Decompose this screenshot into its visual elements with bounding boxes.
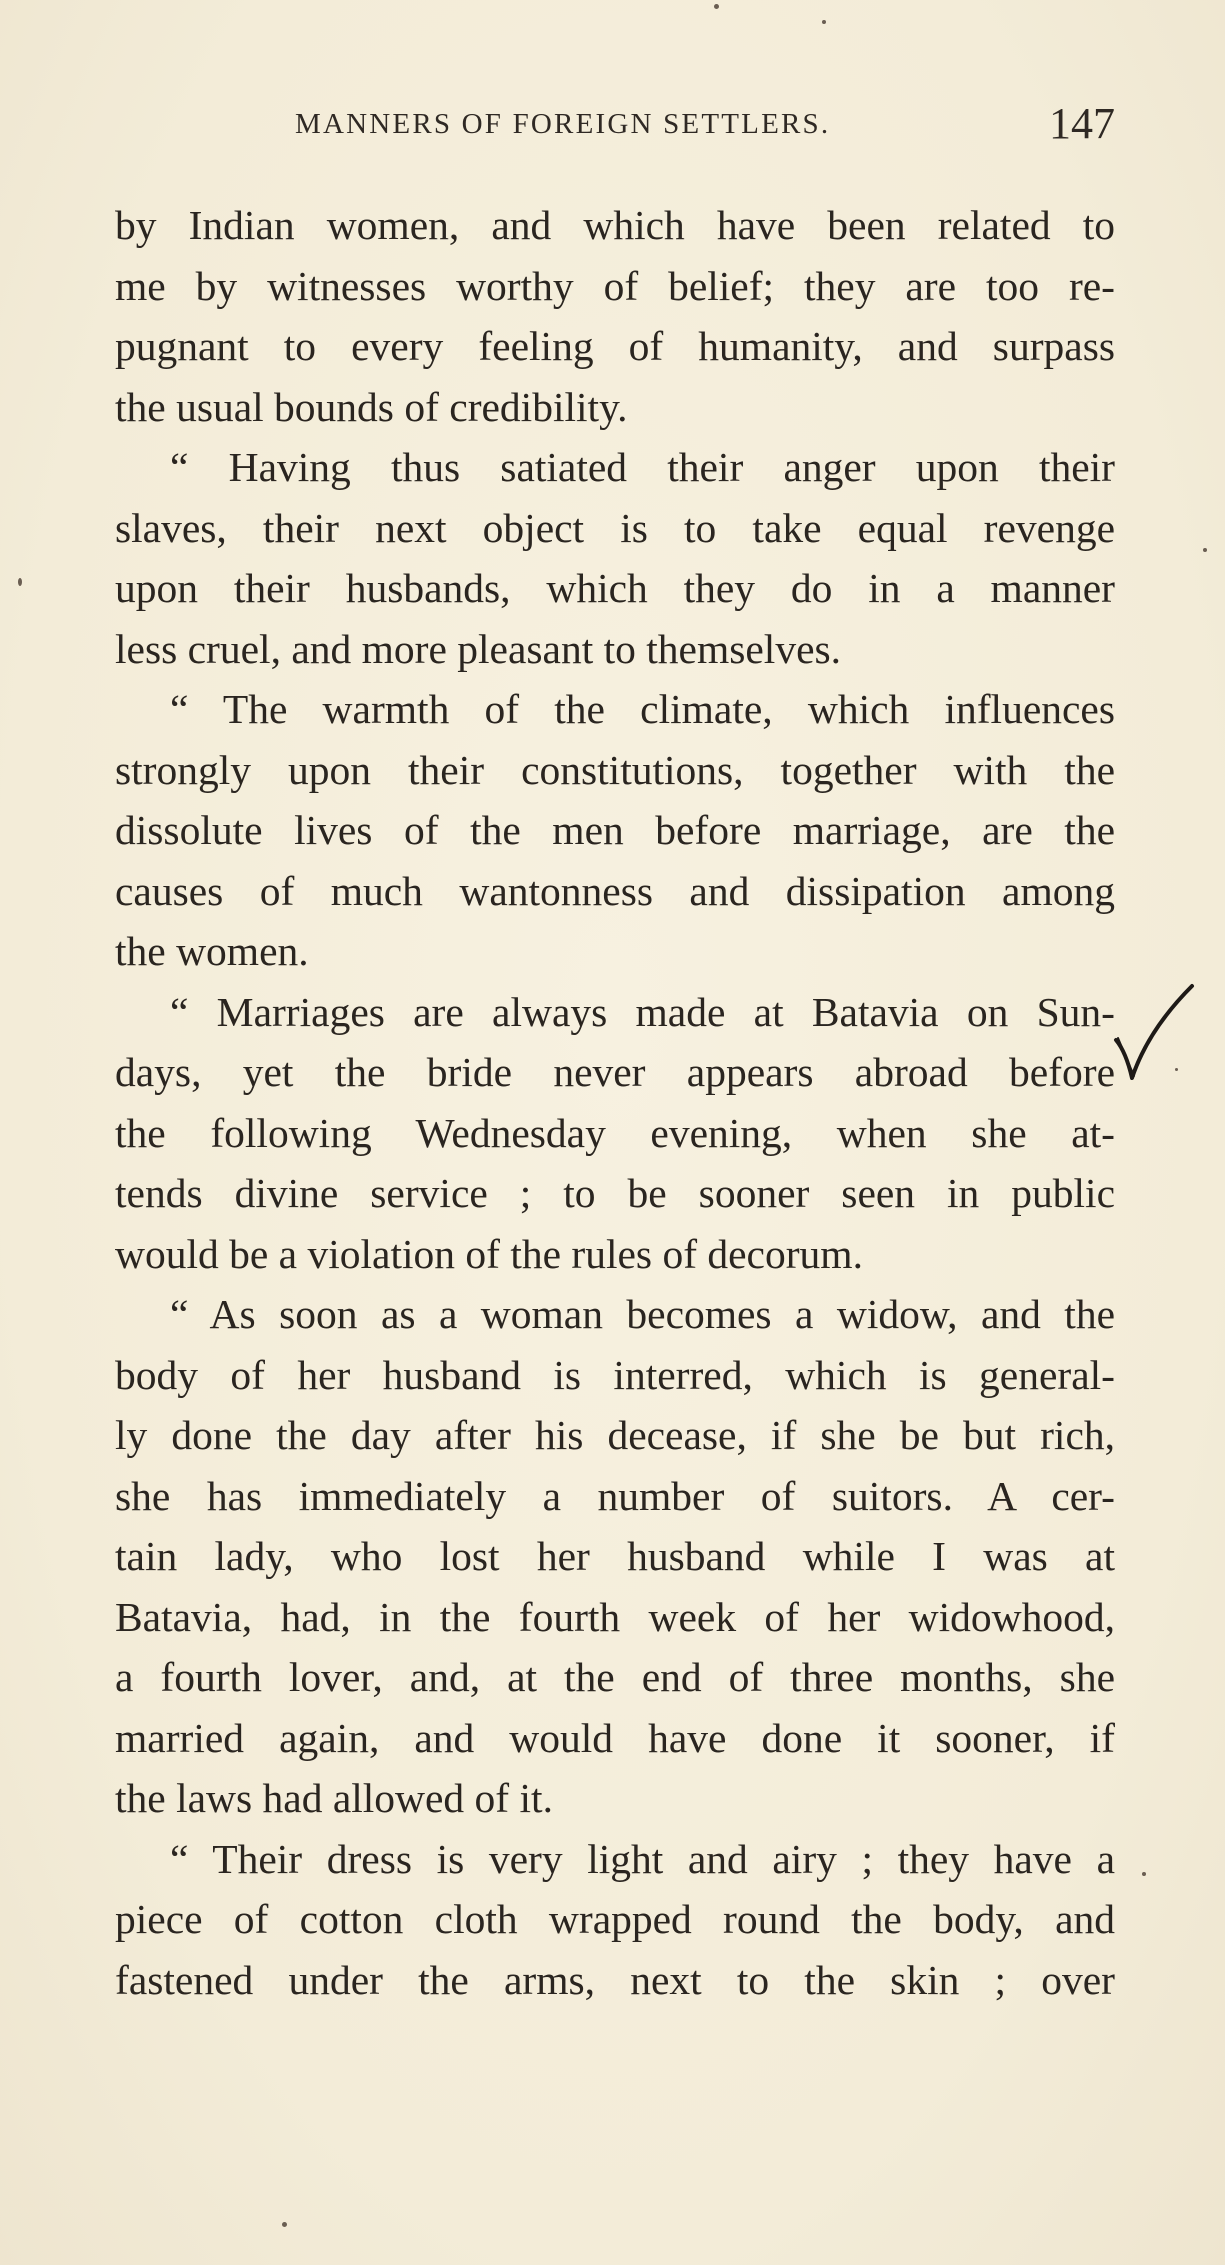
text-line: “ Their dress is very light and airy ; they have a: [170, 1835, 1115, 1882]
text-line: fastened under the arms, next to the skin ; over: [115, 1956, 1115, 2003]
text-line: slaves, their next object is to take equal revenge: [115, 504, 1115, 551]
ink-speck: [282, 2222, 287, 2227]
text-line: pugnant to every feeling of humanity, and surpass: [115, 323, 1115, 369]
running-head: MANNERS OF FOREIGN SETTLERS.: [295, 108, 831, 140]
text-line: the laws had allowed of it.: [115, 1775, 553, 1821]
ink-speck: [1203, 548, 1207, 552]
text-line: tends divine service ; to be sooner seen in public: [115, 1170, 1115, 1216]
text-line: piece of cotton cloth wrapped round the body, and: [115, 1896, 1115, 1942]
text-line: the usual bounds of credibility.: [115, 383, 628, 430]
text-line: tain lady, who lost her husband while I was at: [115, 1533, 1115, 1579]
text-line: strongly upon their constitutions, together with the: [115, 746, 1115, 793]
text-line: would be a violation of the rules of decorum.: [115, 1230, 863, 1277]
ink-speck: [822, 20, 826, 24]
body-text: [115, 195, 1115, 2010]
text-line: me by witnesses worthy of belief; they are too re-: [115, 262, 1115, 309]
text-line: “ The warmth of the climate, which influences: [170, 686, 1115, 732]
text-line: “ Marriages are always made at Batavia on Sun-: [170, 988, 1115, 1035]
text-line: married again, and would have done it sooner, if: [115, 1714, 1115, 1761]
ink-speck: [1175, 1068, 1178, 1071]
text-line: she has immediately a number of suitors. A cer-: [115, 1472, 1115, 1519]
text-line: upon their husbands, which they do in a manner: [115, 565, 1115, 611]
ink-speck: [1142, 1872, 1146, 1876]
text-line: “ As soon as a woman becomes a widow, and the: [170, 1291, 1115, 1337]
ink-speck: [18, 578, 22, 586]
text-line: causes of much wantonness and dissipation among: [115, 867, 1115, 914]
text-line: days, yet the bride never appears abroad before: [115, 1049, 1115, 1095]
text-line: by Indian women, and which have been related to: [115, 202, 1115, 248]
text-line: the women.: [115, 928, 309, 974]
text-line: the following Wednesday evening, when she at-: [115, 1109, 1115, 1156]
text-line: ly done the day after his decease, if she be but rich,: [115, 1412, 1115, 1458]
page-number: 147: [1049, 99, 1115, 148]
text-line: less cruel, and more pleasant to themselves.: [115, 625, 842, 672]
text-line: Batavia, had, in the fourth week of her widowhood,: [115, 1593, 1115, 1640]
text-line: a fourth lover, and, at the end of three months, she: [115, 1654, 1115, 1700]
ink-speck: [714, 4, 719, 9]
text-line: dissolute lives of the men before marriage, are the: [115, 807, 1115, 853]
handwritten-check-mark-icon: [1108, 980, 1198, 1085]
text-line: body of her husband is interred, which is general-: [115, 1351, 1115, 1398]
text-line: “ Having thus satiated their anger upon their: [170, 444, 1115, 490]
page-header: [115, 98, 1115, 158]
